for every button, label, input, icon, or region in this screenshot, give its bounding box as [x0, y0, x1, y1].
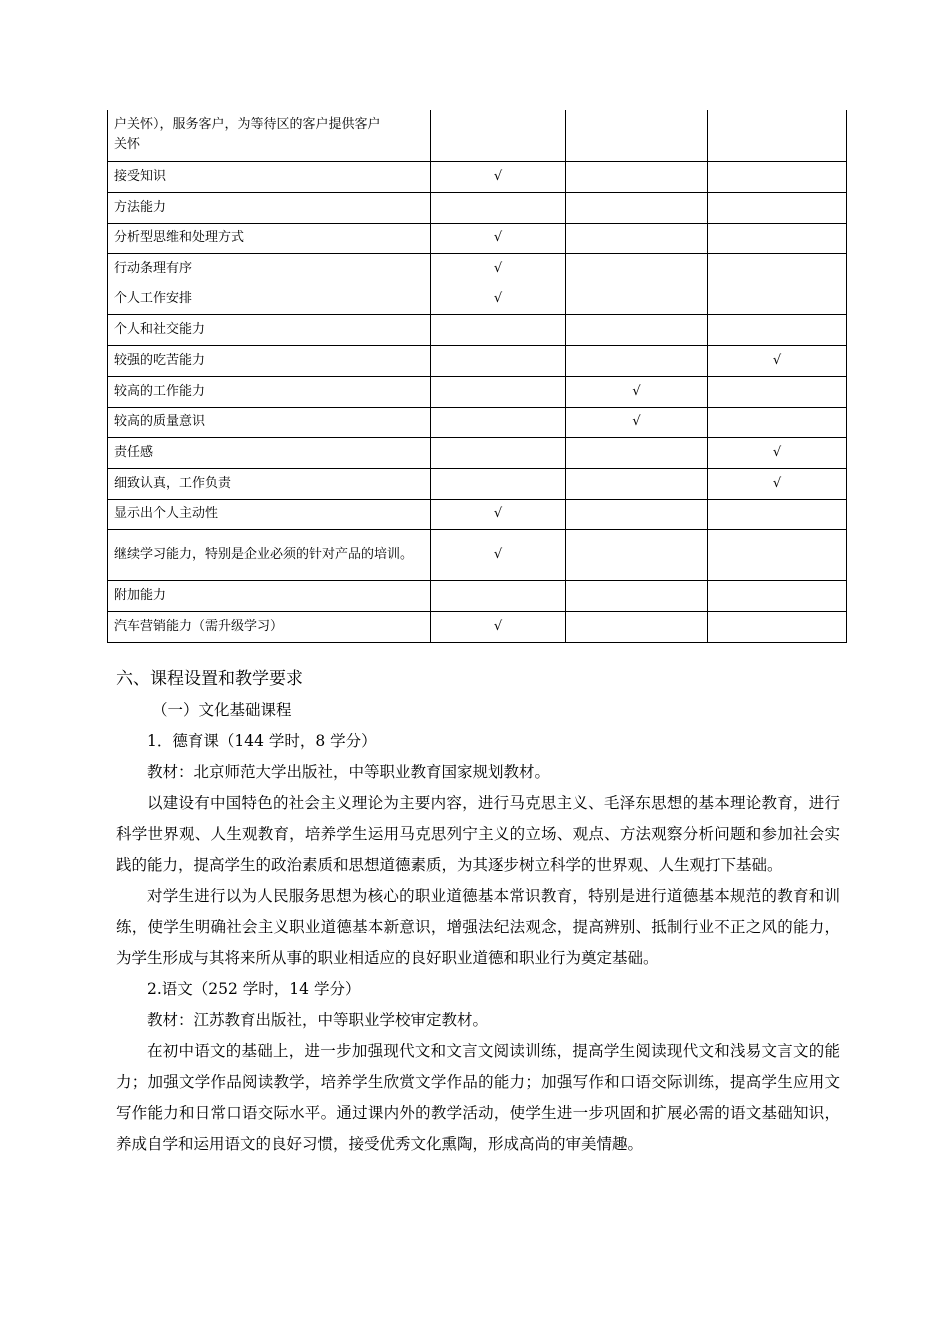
textbook-line: 教材：北京师范大学出版社，中等职业教育国家规划教材。: [147, 763, 551, 781]
course-heading: 1．德育课（144 学时，8 学分）: [147, 732, 377, 750]
check-cell: [566, 314, 708, 345]
check-cell: [431, 253, 566, 314]
table-cell: [431, 110, 566, 161]
check-cell: [566, 580, 708, 611]
cell-line: 关怀: [114, 137, 141, 153]
cell-line: 个人工作安排: [114, 290, 193, 306]
table-cell-label: 附加能力: [108, 580, 431, 611]
table-cell-label: 继续学习能力，特别是企业必须的针对产品的培训。: [108, 529, 431, 580]
table-cell-label: 较强的吃苦能力: [108, 345, 431, 376]
check-cell: [566, 468, 708, 499]
check-cell: [708, 529, 847, 580]
check-cell: √: [708, 437, 847, 468]
table-cell: [566, 110, 708, 161]
table-row: [108, 253, 847, 314]
check-cell: [708, 376, 847, 407]
check-cell: √: [708, 345, 847, 376]
table-row: [108, 161, 847, 192]
table-cell-label: 细致认真，工作负责: [108, 468, 431, 499]
check-mark: [708, 284, 846, 314]
table-cell-label: 较高的质量意识: [108, 407, 431, 437]
check-cell: [566, 611, 708, 642]
table-cell-label: 责任感: [108, 437, 431, 468]
check-cell: [708, 499, 847, 529]
competency-table: [107, 110, 847, 643]
table-row: [108, 580, 847, 611]
check-cell: √: [566, 407, 708, 437]
check-cell: [431, 468, 566, 499]
check-mark: √: [493, 290, 503, 306]
check-cell: [708, 314, 847, 345]
table-row: [108, 407, 847, 437]
check-cell: [708, 580, 847, 611]
table-cell-label: [108, 110, 431, 161]
table-cell-label: 较高的工作能力: [108, 376, 431, 407]
textbook-line: 教材：江苏教育出版社，中等职业学校审定教材。: [147, 1011, 489, 1029]
check-cell: √: [431, 529, 566, 580]
check-cell: √: [708, 468, 847, 499]
check-cell: √: [431, 223, 566, 253]
table-row: [108, 376, 847, 407]
check-cell: √: [431, 161, 566, 192]
check-cell: [431, 192, 566, 223]
check-cell: [708, 223, 847, 253]
check-cell: [431, 345, 566, 376]
table-row: [108, 223, 847, 253]
subsection-title: （一）文化基础课程: [152, 701, 292, 719]
check-cell: [431, 376, 566, 407]
check-cell: [431, 580, 566, 611]
check-cell: [708, 407, 847, 437]
section-body: [116, 664, 840, 1160]
check-cell: [708, 161, 847, 192]
check-cell: [708, 192, 847, 223]
check-cell: √: [566, 376, 708, 407]
table-row: [108, 611, 847, 642]
check-cell: [431, 437, 566, 468]
table-cell-label: 个人和社交能力: [108, 314, 431, 345]
check-cell: [566, 499, 708, 529]
check-cell: [566, 253, 708, 314]
paragraph: 以建设有中国特色的社会主义理论为主要内容，进行马克思主义、毛泽东思想的基本理论教育，进行科学世界观、人生观教育，培养学生运用马克思列宁主义的立场、观点、方法观察分析问题和参加社会实践的能力，提高学生的政治素质和思想道德素质，为其逐步树立科学的世界观、人生观打下基础。: [116, 794, 840, 874]
paragraph: 在初中语文的基础上，进一步加强现代文和文言文阅读训练，提高学生阅读现代文和浅易文言文的能力；加强文学作品阅读教学，培养学生欣赏文学作品的能力；加强写作和口语交际训练，提高学生应用文写作能力和日常口语交际水平。通过课内外的教学活动，使学生进一步巩固和扩展必需的语文基础知识，养成自学和运用语文的良好习惯，接受优秀文化熏陶，形成高尚的审美情趣。: [116, 1042, 840, 1153]
check-mark: [708, 254, 846, 284]
check-cell: [566, 437, 708, 468]
table-row: [108, 437, 847, 468]
check-mark: [566, 284, 707, 314]
check-cell: [566, 192, 708, 223]
table-cell-label: 方法能力: [108, 192, 431, 223]
table-row: [108, 192, 847, 223]
table-cell-label: [108, 253, 431, 314]
check-cell: [431, 314, 566, 345]
table-cell-label: 分析型思维和处理方式: [108, 223, 431, 253]
check-cell: √: [431, 611, 566, 642]
check-cell: [566, 223, 708, 253]
check-cell: [566, 161, 708, 192]
check-cell: [566, 529, 708, 580]
table-cell-label: 接受知识: [108, 161, 431, 192]
table-row: [108, 499, 847, 529]
check-mark: √: [493, 260, 503, 276]
table-cell: [708, 110, 847, 161]
table-row: [108, 468, 847, 499]
paragraph: 对学生进行以为人民服务思想为核心的职业道德基本常识教育，特别是进行道德基本规范的教育和训练，使学生明确社会主义职业道德基本新意识，增强法纪法观念，提高辨别、抵制行业不正之风的能力，为学生形成与其将来所从事的职业相适应的良好职业道德和职业行为奠定基础。: [116, 887, 840, 967]
cell-line: 户关怀），服务客户，为等待区的客户提供客户: [114, 117, 381, 133]
check-cell: [431, 407, 566, 437]
table-cell-label: 显示出个人主动性: [108, 499, 431, 529]
section-title: 六、课程设置和教学要求: [116, 669, 303, 689]
cell-line: 行动条理有序: [114, 260, 193, 276]
table-row: [108, 110, 847, 161]
table-row: [108, 529, 847, 580]
check-mark: [566, 254, 707, 284]
check-cell: [708, 253, 847, 314]
table-cell-label: 汽车营销能力（需升级学习）: [108, 611, 431, 642]
check-cell: [708, 611, 847, 642]
course-heading: 2.语文（252 学时，14 学分）: [147, 980, 361, 998]
check-cell: [566, 345, 708, 376]
check-cell: √: [431, 499, 566, 529]
table-row: [108, 314, 847, 345]
table-row: [108, 345, 847, 376]
